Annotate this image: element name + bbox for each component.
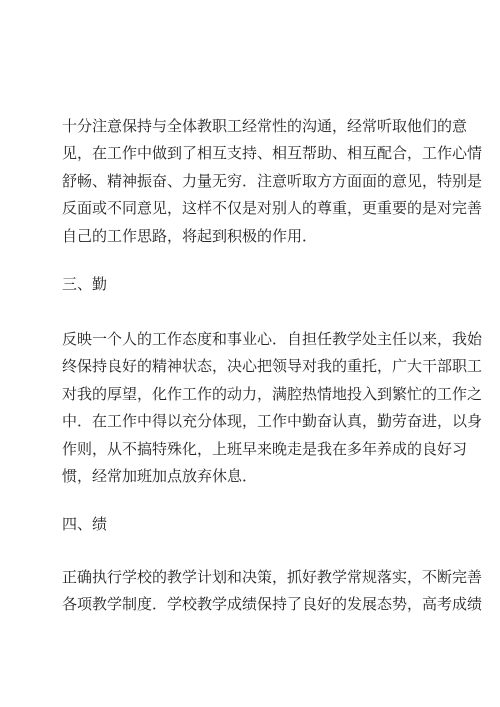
text-line: 自己的工作思路，将起到积极的作用．: [62, 226, 318, 245]
text-line: 正确执行学校的教学计划和决策，抓好教学常规落实，不断完善: [62, 568, 483, 586]
text-line: 惯，经常加班加点放弃休息．: [62, 467, 258, 486]
text-line: 中．在工作中得以充分体现，工作中勤奋认真，勤劳奋进，以身: [62, 412, 483, 431]
section-heading-diligence: 三、勤: [62, 275, 108, 293]
text-line: 十分注意保持与全体教职工经常性的沟通，经常听取他们的意: [62, 117, 468, 135]
paragraph-communication: [62, 113, 483, 250]
paragraph-achievement: [62, 564, 483, 619]
text-line: 反面或不同意见，这样不仅是对别人的尊重，更重要的是对完善: [62, 199, 483, 218]
text-line: 各项教学制度．学校教学成绩保持了良好的发展态势，高考成绩: [62, 595, 483, 614]
text-line: 终保持良好的精神状态，决心把领导对我的重托，广大干部职工: [62, 357, 483, 376]
text-line: 反映一个人的工作态度和事业心．自担任教学处主任以来，我始: [62, 330, 483, 348]
text-line: 作则，从不搞特殊化，上班早来晚走是我在多年养成的良好习: [62, 439, 468, 458]
paragraph-diligence: [62, 326, 483, 490]
text-line: 舒畅、精神振奋、力量无穷．注意听取方方面面的意见，特别是: [62, 171, 483, 190]
text-line: 对我的厚望，化作工作的动力，满腔热情地投入到繁忙的工作之: [62, 384, 483, 403]
section-heading-achievement: 四、绩: [62, 515, 108, 533]
text-line: 见，在工作中做到了相互支持、相互帮助、相互配合，工作心情: [62, 144, 483, 163]
